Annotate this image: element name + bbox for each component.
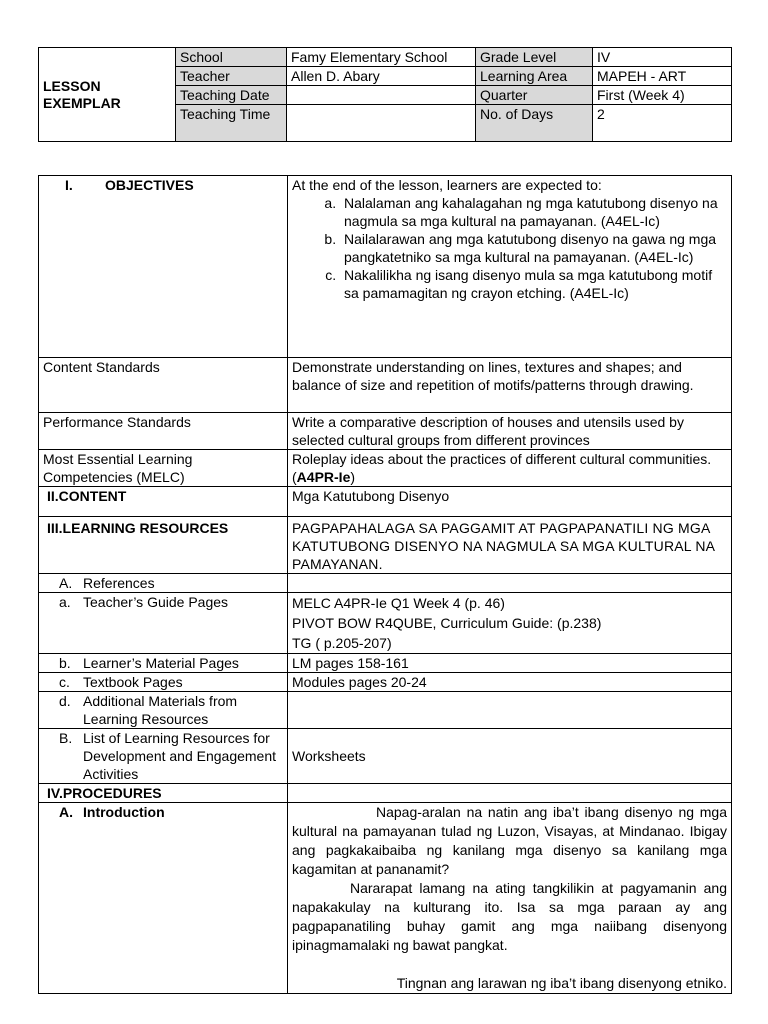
school-value: Famy Elementary School [287, 48, 476, 67]
learner-material-row [39, 654, 288, 673]
grade-level-label: Grade Level [476, 48, 593, 67]
references-value [288, 574, 732, 593]
learning-resources-list-value: Worksheets [288, 729, 732, 784]
additional-materials-value [288, 692, 732, 729]
teacher-guide-value: PIVOT BOW R4QUBE, Curriculum Guide: (p.238) [292, 615, 602, 631]
objective-item: a. Nalalaman ang kahalagahan ng mga katutubong disenyo na nagmula sa mga kultural na pamayanan. (A4EL-Ic) [340, 194, 727, 230]
teacher-label: Teacher [176, 67, 287, 86]
performance-standards-value: Write a comparative description of houses and utensils used by selected cultural groups from different provinces [288, 413, 732, 450]
references-marker: A. [59, 575, 73, 591]
objectives-content [288, 176, 732, 358]
introduction-paragraph: Tingnan ang larawan ng iba’t ibang disenyong etniko. [396, 975, 727, 991]
procedures-label: IV.PROCEDURES [39, 784, 288, 803]
melc-close: ) [350, 469, 356, 485]
introduction-label: Introduction [83, 804, 165, 820]
quarter-value: First (Week 4) [593, 86, 732, 105]
days-value: 2 [593, 105, 732, 142]
lesson-header-table [38, 47, 732, 142]
content-standards-label: Content Standards [39, 358, 288, 413]
learning-area-label: Learning Area [476, 67, 593, 86]
textbook-row [39, 673, 288, 692]
quarter-label: Quarter [476, 86, 593, 105]
learner-material-value: LM pages 158-161 [288, 654, 732, 673]
learning-resources-list-label: List of Learning Resources for Development and Engagement Activities [83, 730, 277, 782]
teacher-guide-value: TG ( p.205-207) [292, 635, 392, 651]
lesson-main-table [38, 175, 732, 994]
introduction-content [288, 803, 732, 994]
lesson-exemplar-title [39, 48, 176, 142]
learning-area-value: MAPEH - ART [593, 67, 732, 86]
teacher-guide-marker: a. [59, 594, 71, 610]
references-row [39, 574, 288, 593]
teaching-date-value [287, 86, 476, 105]
objective-item: c. Nakalilikha ng isang disenyo mula sa mga katutubong motif sa pamamagitan ng crayon etching. (A4EL-Ic) [340, 266, 727, 302]
objective-item: b. Nailalarawan ang mga katutubong disenyo na gawa ng mga pangkatetniko sa mga kultural na pamayanan. (A4EL-Ic) [340, 230, 727, 266]
teaching-date-label: Teaching Date [176, 86, 287, 105]
teacher-guide-row [39, 593, 288, 654]
textbook-label: Textbook Pages [83, 674, 183, 690]
teacher-guide-values [288, 593, 732, 654]
procedures-value [288, 784, 732, 803]
content-label: II.CONTENT [39, 487, 288, 517]
learner-material-marker: b. [59, 655, 71, 671]
learning-resources-value: PAGPAPAHALAGA SA PAGGAMIT AT PAGPAPANATILI NG MGA KATUTUBONG DISENYO NA NAGMULA SA MGA KULTURAL NA PAMAYANAN. [288, 517, 732, 574]
teaching-time-label: Teaching Time [176, 105, 287, 142]
textbook-marker: c. [59, 674, 70, 690]
learning-resources-list-row [39, 729, 288, 784]
additional-materials-label: Additional Materials from Learning Resources [83, 693, 238, 727]
teacher-guide-value: MELC A4PR-Ie Q1 Week 4 (p. 46) [292, 595, 505, 611]
melc-label: Most Essential Learning Competencies (MELC) [39, 450, 288, 487]
days-label: No. of Days [476, 105, 593, 142]
introduction-paragraph: Nararapat lamang na ating tangkilikin at pagyamanin ang napakakulay na kulturang ito. Isa sa mga paraan ay ang pagpapanatiling buhay gamit ang mga naiibang disenyong ipinagmamalaki ng bawat pangkat. [292, 880, 727, 953]
grade-level-value: IV [593, 48, 732, 67]
objectives-heading [39, 176, 288, 358]
introduction-row [39, 803, 288, 994]
melc-code: A4PR-Ie [296, 469, 351, 485]
objectives-list [292, 194, 727, 302]
teacher-value: Allen D. Abary [287, 67, 476, 86]
teacher-guide-label: Teacher’s Guide Pages [83, 594, 229, 610]
learning-resources-list-marker: B. [59, 730, 73, 746]
school-label: School [176, 48, 287, 67]
objectives-intro: At the end of the lesson, learners are expected to: [292, 177, 602, 193]
additional-materials-marker: d. [59, 693, 71, 709]
objectives-numeral: I. [65, 177, 73, 193]
introduction-paragraph: Napag-aralan na natin ang iba’t ibang disenyo ng mga kultural na pamayanan tulad ng Luzon, Visayas, at Mindanao. Ibigay ang pagkakaibaiba ng kanilang mga disenyo sa kanilang mga kagamitan at pananamit? [292, 804, 727, 877]
title-line-2: EXEMPLAR [43, 94, 121, 111]
content-value: Mga Katutubong Disenyo [288, 487, 732, 517]
introduction-marker: A. [59, 804, 73, 820]
learner-material-label: Learner’s Material Pages [83, 655, 239, 671]
additional-materials-row [39, 692, 288, 729]
performance-standards-label: Performance Standards [39, 413, 288, 450]
objectives-label: OBJECTIVES [105, 177, 194, 193]
learning-resources-label: III.LEARNING RESOURCES [39, 517, 288, 574]
title-line-1: LESSON [43, 77, 101, 94]
references-label: References [83, 575, 155, 591]
teaching-time-value [287, 105, 476, 142]
melc-value [288, 450, 732, 487]
melc-text: Roleplay ideas about the practices of different cultural communities. ( [292, 451, 712, 485]
textbook-value: Modules pages 20-24 [288, 673, 732, 692]
content-standards-value: Demonstrate understanding on lines, textures and shapes; and balance of size and repetition of motifs/patterns through drawing. [288, 358, 732, 413]
